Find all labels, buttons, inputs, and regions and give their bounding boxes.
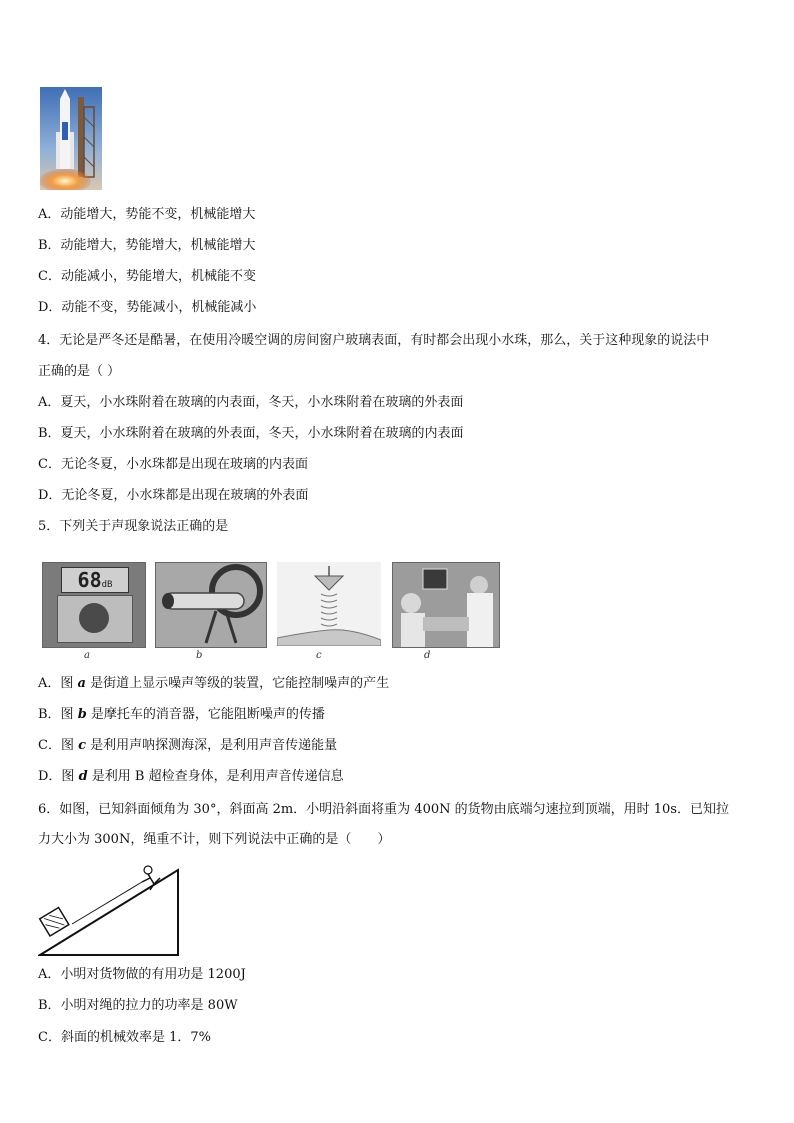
- figure-c-sonar: [277, 562, 381, 646]
- q4-stem-line2: 正确的是（ ）: [38, 364, 121, 379]
- q5-stem: 5．下列关于声现象说法正确的是: [38, 519, 229, 534]
- figure-a-caption: a: [84, 650, 90, 661]
- figure-d-caption: d: [424, 650, 431, 661]
- q6-option-b: B．小明对绳的拉力的功率是 80W: [38, 998, 238, 1013]
- meter-unit: dB: [101, 580, 113, 590]
- meter-display: [61, 567, 129, 593]
- q6-option-a: A．小明对货物做的有用功是 1200J: [38, 967, 246, 982]
- q4-option-c: C．无论冬夏，小水珠都是出现在玻璃的内表面: [38, 457, 308, 472]
- figure-b-caption: b: [196, 650, 203, 661]
- q4-stem-line1: 4．无论是严冬还是酷暑，在使用冷暖空调的房间窗户玻璃表面，有时都会出现小水珠，那么，关于这种现象的说法中: [38, 333, 710, 348]
- q5-option-d: D．图 d 是利用 B 超检查身体，是利用声音传递信息: [38, 769, 344, 784]
- q6-option-c: C．斜面的机械效率是 1．7%: [38, 1030, 211, 1045]
- q4-option-d: D．无论冬夏，小水珠都是出现在玻璃的外表面: [38, 488, 309, 503]
- rocket-launch-image: [40, 87, 102, 190]
- q3-option-c: C．动能减小，势能增大，机械能不变: [38, 269, 256, 284]
- meter-reading: 68: [77, 568, 102, 592]
- q3-option-a: A．动能增大，势能不变，机械能增大: [38, 207, 256, 222]
- figure-a-noise-meter: [42, 562, 146, 648]
- figure-b-muffler: [155, 562, 267, 648]
- q4-option-b: B．夏天，小水珠附着在玻璃的外表面，冬天，小水珠附着在玻璃的内表面: [38, 426, 464, 441]
- q3-option-d: D．动能不变，势能减小，机械能减小: [38, 300, 257, 315]
- q5-option-c: C．图 c 是利用声呐探测海深，是利用声音传递能量: [38, 738, 338, 753]
- q3-option-b: B．动能增大，势能增大，机械能增大: [38, 238, 256, 253]
- q6-stem-line2: 力大小为 300N，绳重不计，则下列说法中正确的是（ ）: [38, 832, 391, 847]
- figure-d-ultrasound: [392, 562, 500, 648]
- figure-c-caption: c: [316, 650, 322, 661]
- q5-option-a: A．图 a 是街道上显示噪声等级的装置，它能控制噪声的产生: [38, 676, 390, 691]
- q4-option-a: A．夏天，小水珠附着在玻璃的内表面，冬天，小水珠附着在玻璃的外表面: [38, 395, 464, 410]
- q5-option-b: B．图 b 是摩托车的消音器，它能阻断噪声的传播: [38, 707, 325, 722]
- q6-stem-line1: 6．如图，已知斜面倾角为 30°，斜面高 2m．小明沿斜面将重为 400N 的货物由底端匀速拉到顶端，用时 10s．已知拉: [38, 802, 729, 817]
- inclined-plane-figure: [38, 860, 182, 958]
